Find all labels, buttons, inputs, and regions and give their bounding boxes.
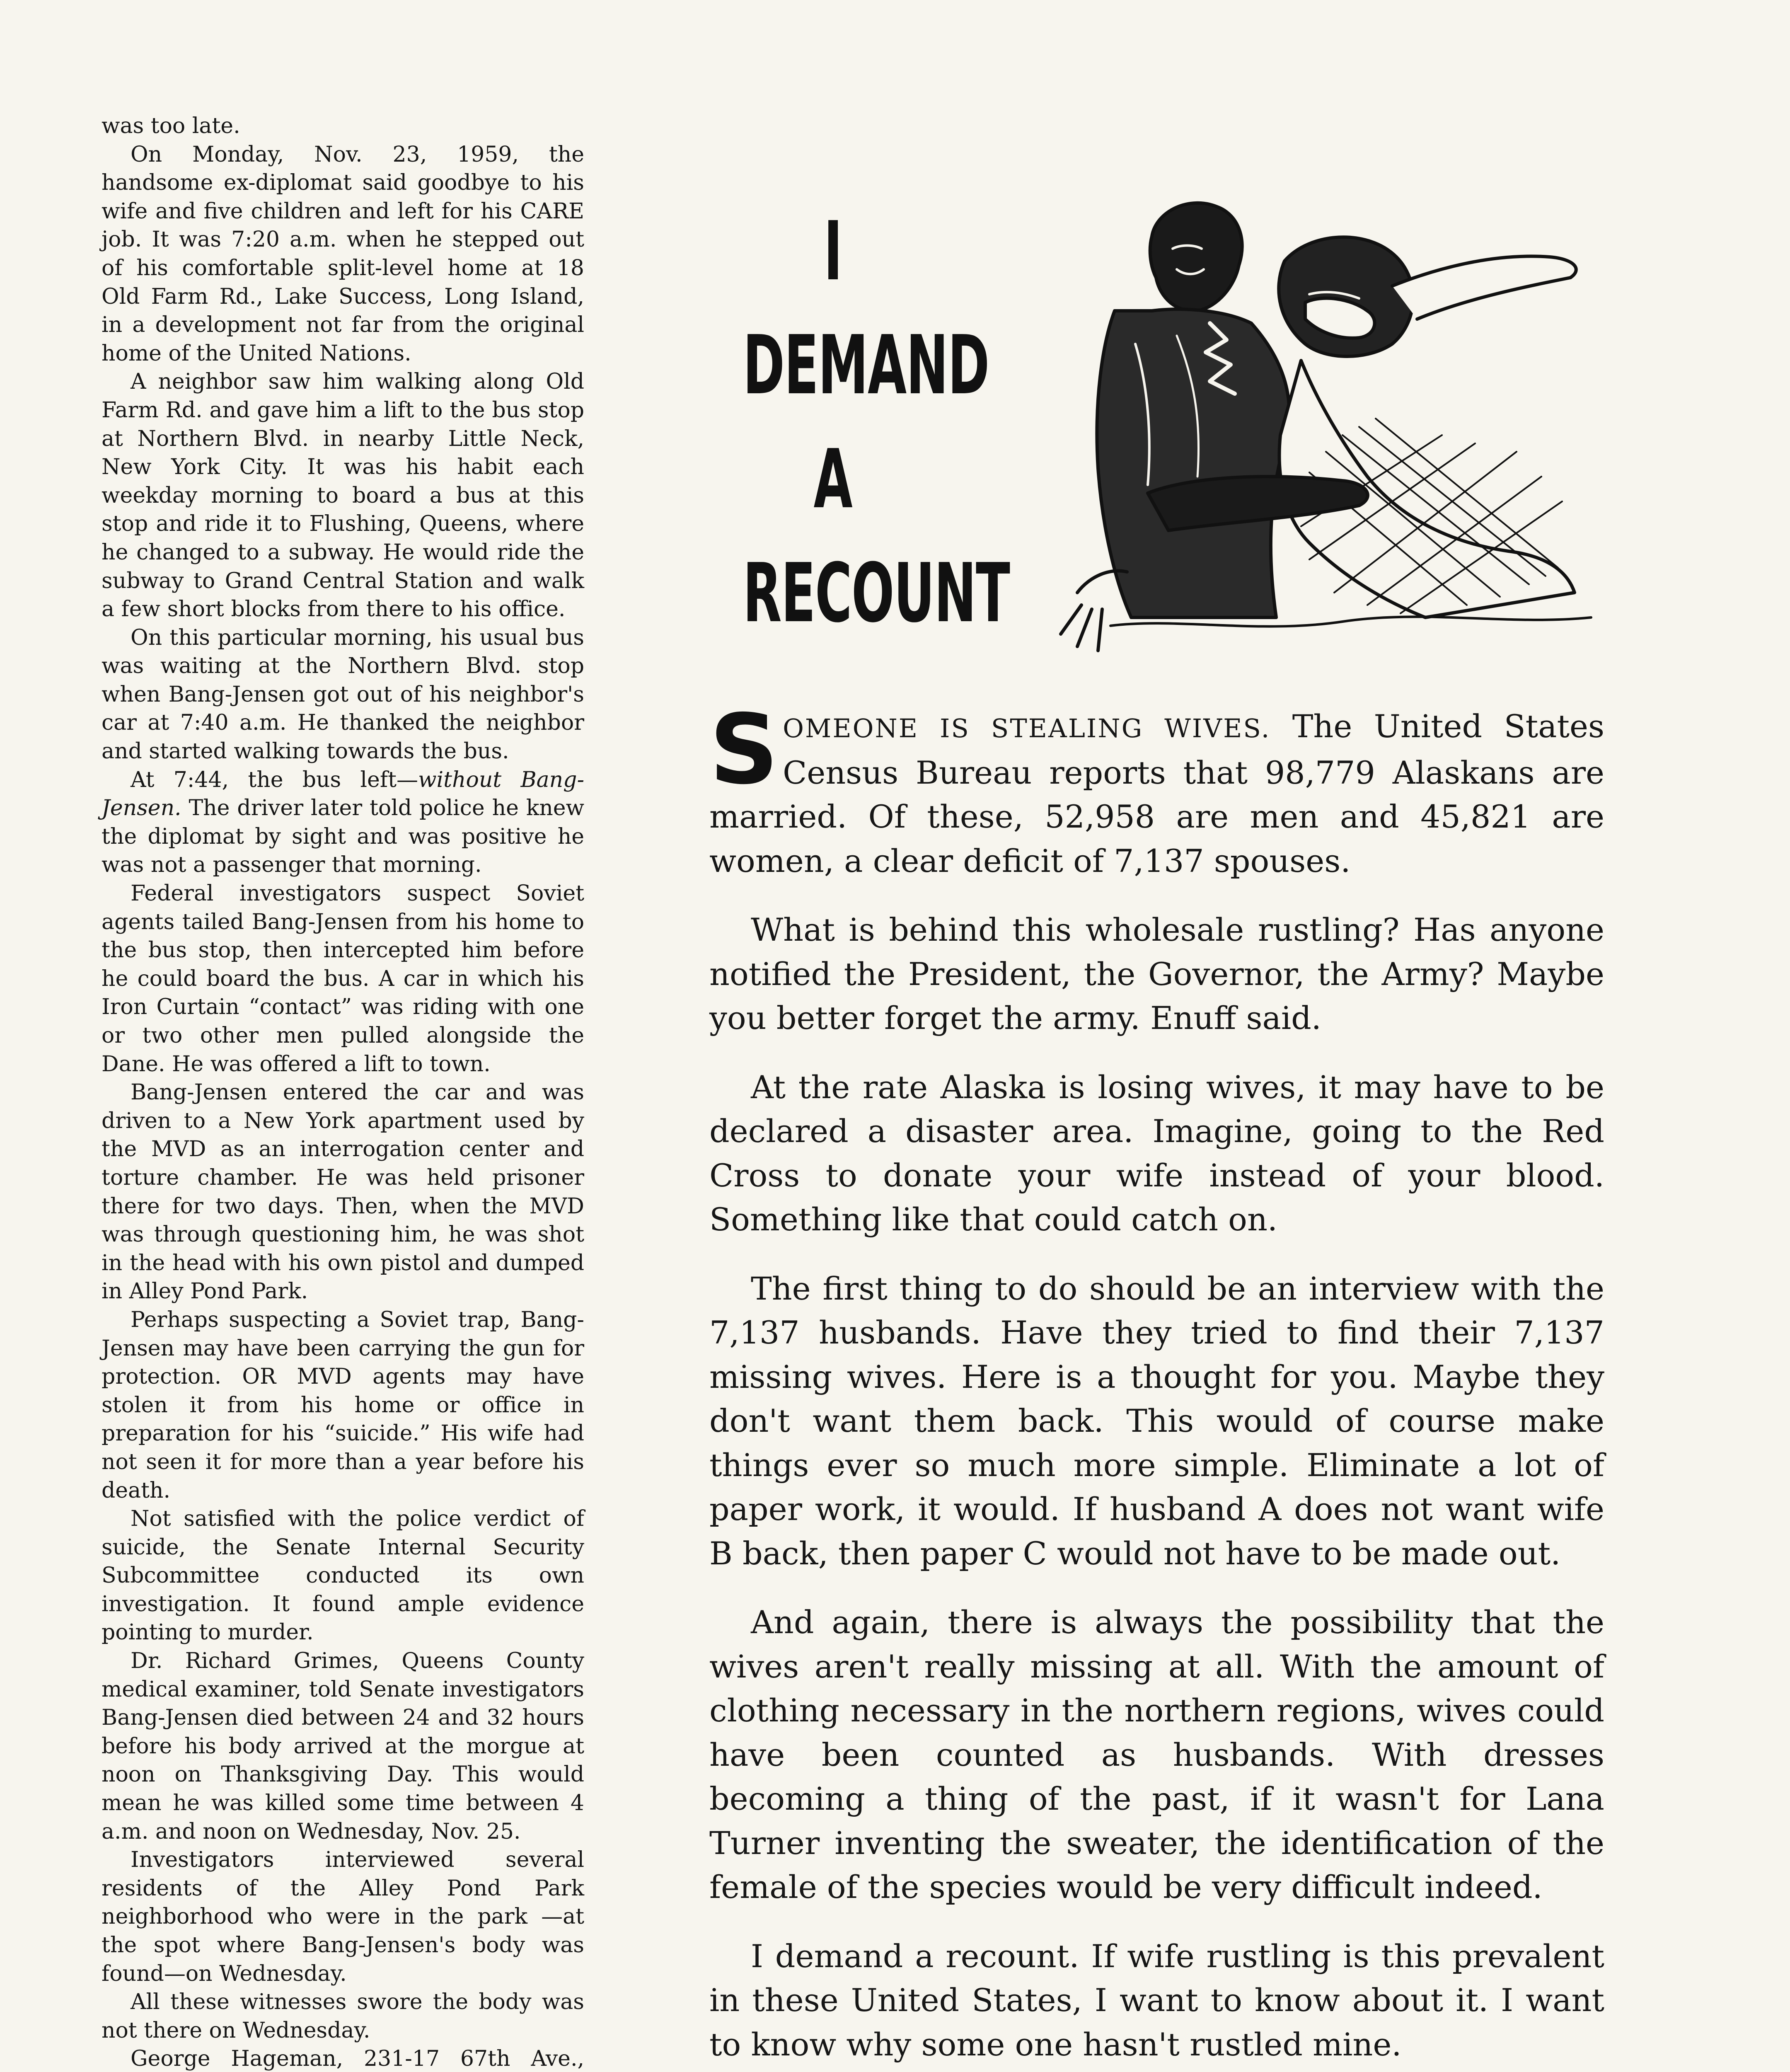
left-paragraph-10: Investigators interviewed several residents of the Alley Pond Park neighborhood who were in the park —at the spot where Bang-Jensen's body was found—on Wednesday. bbox=[102, 1847, 584, 1986]
left-paragraph-6: Bang-Jensen entered the car and was driven to a New York apartment used by the MVD as an interrogation center and torture chamber. He was held prisoner there for two days. Then, when the MVD was through questioning him, he was shot in the head with his own pistol and dumped in Alley Pond Park. bbox=[102, 1080, 584, 1304]
article-paragraph-1: What is behind this wholesale rustling? Has anyone notified the President, the Governor, the Army? Maybe you better forget the army. Enuff said. bbox=[709, 911, 1604, 1036]
lead-smallcaps: OMEONE IS STEALING WIVES. bbox=[783, 713, 1271, 743]
bus-paragraph-start: At 7:44, the bus left— bbox=[131, 767, 418, 792]
drop-cap: S bbox=[709, 694, 779, 806]
headline bbox=[743, 195, 1010, 651]
article-paragraph-5: I demand a recount. If wife rustling is this prevalent in these United States, I want to know about it. I want to know why some one hasn't rustled mine. bbox=[709, 1937, 1604, 2063]
left-paragraph-0: was too late. bbox=[102, 114, 240, 138]
headline-line-4: RECOUNT bbox=[743, 546, 1010, 641]
abduction-illustration bbox=[1052, 186, 1624, 659]
left-paragraph-7: Perhaps suspecting a Soviet trap, Bang-Jensen may have been carrying the gun for protection. OR MVD agents may have stolen it from his home or office in preparation for his “suicide.” His wife had not seen it for more than a year before his death. bbox=[102, 1307, 584, 1503]
lead-rest: The United States Census Bureau reports that 98,779 Alaskans are married. Of these, 52,958 are men and 45,821 are women, a clear deficit of 7,137 spouses. bbox=[709, 708, 1604, 879]
left-paragraph-12: George Hageman, 231-17 67th Ave., bbox=[131, 2046, 584, 2072]
left-paragraph-2: A neighbor saw him walking along Old Farm Rd. and gave him a lift to the bus stop at Northern Blvd. in nearby Little Neck, New York City. It was his habit each weekday morning to board a bus at this stop and ride it to Flushing, Queens, where he changed to a subway. He would ride the subway to Grand Central Station and walk a few short blocks from there to his office. bbox=[102, 369, 584, 622]
left-paragraph-8: Not satisfied with the police verdict of suicide, the Senate Internal Security Subcommittee conducted its own investigation. It found ample evidence pointing to murder. bbox=[102, 1506, 584, 1645]
left-paragraph-bus bbox=[102, 766, 584, 879]
headline-line-3: A bbox=[813, 432, 852, 527]
ink-drawing-icon bbox=[1052, 186, 1624, 659]
left-column-article bbox=[102, 112, 584, 2072]
headline-line-1: I bbox=[824, 204, 842, 299]
bus-paragraph-rest: The driver later told police he knew the diplomat by sight and was positive he was not a passenger that morning. bbox=[102, 796, 584, 878]
left-paragraph-1: On Monday, Nov. 23, 1959, the handsome ex-diplomat said goodbye to his wife and five children and left for his CARE job. It was 7:20 a.m. when he stepped out of his comfortable split-level home at 18 Old Farm Rd., Lake Success, Long Island, in a development not far from the original home of the United Nations. bbox=[102, 142, 584, 366]
lead-paragraph bbox=[709, 694, 1604, 883]
left-paragraph-3: On this particular morning, his usual bus was waiting at the Northern Blvd. stop when Bang-Jensen got out of his neighbor's car at 7:40 a.m. He thanked the neighbor and started walking towards the bus. bbox=[102, 625, 584, 764]
bus-paragraph-italic: without Bang-Jensen. bbox=[102, 767, 585, 821]
article-paragraph-2: At the rate Alaska is losing wives, it may have to be declared a disaster area. Imagine, going to the Red Cross to donate your wife instead of your blood. Something like that could catch on. bbox=[709, 1068, 1604, 1238]
left-paragraph-5: Federal investigators suspect Soviet agents tailed Bang-Jensen from his home to the bus stop, then intercepted him before he could board the bus. A car in which his Iron Curtain “contact” was riding with one or two other men pulled alongside the Dane. He was offered a lift to town. bbox=[102, 881, 584, 1077]
article-paragraph-4: And again, there is always the possibility that the wives aren't really missing at all. With the amount of clothing necessary in the northern regions, wives could have been counted as husbands. With dresses becoming a thing of the past, if it wasn't for Lana Turner inventing the sweater, the identification of the female of the species would be very difficult indeed. bbox=[709, 1604, 1604, 1905]
left-paragraph-11: All these witnesses swore the body was not there on Wednesday. bbox=[102, 1990, 584, 2043]
left-paragraph-9: Dr. Richard Grimes, Queens County medical examiner, told Senate investigators Bang-Jensen died between 24 and 32 hours before his body arrived at the morgue at noon on Thanksgiving Day. This would mean he was killed some time between 4 a.m. and noon on Wednesday, Nov. 25. bbox=[102, 1648, 584, 1844]
headline-line-2: DEMAND bbox=[743, 318, 989, 413]
right-column-article bbox=[709, 694, 1604, 2072]
article-paragraph-3: The first thing to do should be an interview with the 7,137 husbands. Have they tried to find their 7,137 missing wives. Here is a thought for you. Maybe they don't want them back. This would of course make things ever so much more simple. Eliminate a lot of paper work, it would. If husband A does not want wife B back, then paper C would not have to be made out. bbox=[709, 1270, 1604, 1572]
